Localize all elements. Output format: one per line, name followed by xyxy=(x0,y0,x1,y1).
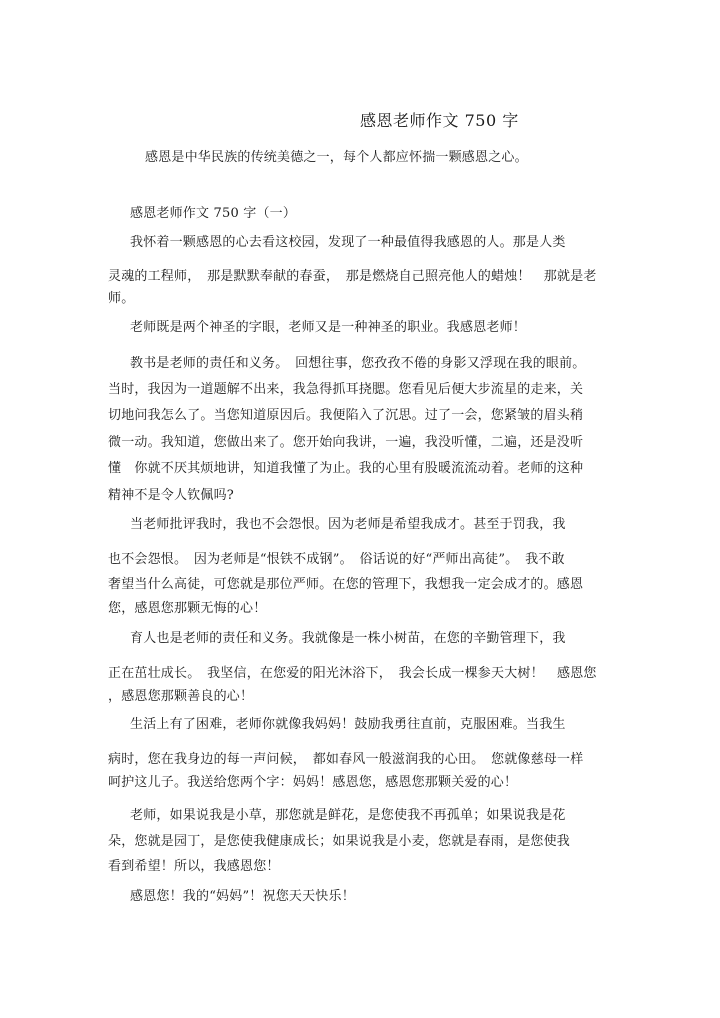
text-line: 微一动。我知道，您做出来了。您开始向我讲，一遍，我没听懂，二遍，还是没听 xyxy=(108,435,584,450)
text-line: 灵魂的工程师， 那是默默奉献的春蚕， 那是燃烧自己照亮他人的蜡烛！ 那就是老 xyxy=(108,269,597,284)
text-line: 老师，如果说我是小草，那您就是鲜花，是您使我不再孤单；如果说我是花 xyxy=(130,808,566,823)
text-line: 也不会怨恨。 因为老师是“恨铁不成钢”。 俗话说的好“严师出高徒”。 我不敢 xyxy=(108,552,565,567)
text-line: 看到希望！所以，我感恩您！ xyxy=(108,859,280,874)
text-line: 朵，您就是园丁，是您使我健康成长；如果说我是小麦，您就是春雨，是您使我 xyxy=(108,834,571,849)
text-line: 感恩您！我的“妈妈”！祝您天天快乐！ xyxy=(130,889,355,904)
text-line: ，感恩您那颗善良的心！ xyxy=(108,689,254,704)
text-line: 当老师批评我时，我也不会怨恨。因为老师是希望我成才。甚至于罚我，我 xyxy=(130,517,566,532)
text-line: 育人也是老师的责任和义务。我就像是一株小树苗，在您的辛勤管理下，我 xyxy=(130,631,566,646)
text-line: 师。 xyxy=(108,291,135,306)
page-title: 感恩老师作文 750 字 xyxy=(360,111,519,130)
text-line: 呵护这儿子。我送给您两个字：妈妈！感恩您，感恩您那颗关爱的心！ xyxy=(108,775,518,790)
text-line: 老师既是两个神圣的字眼，老师又是一种神圣的职业。我感恩老师！ xyxy=(130,320,527,335)
text-line: 当时，我因为一道题解不出来，我急得抓耳挠腮。您看见后便大步流星的走来，关 xyxy=(108,382,584,397)
text-line: 懂 你就不厌其烦地讲，知道我懂了为止。我的心里有股暖流流动着。老师的这种 xyxy=(108,461,584,476)
text-line: 切地问我怎么了。当您知道原因后。我便陷入了沉思。过了一会，您紧皱的眉头稍 xyxy=(108,408,584,423)
intro-line: 感恩是中华民族的传统美德之一，每个人都应怀揣一颗感恩之心。 xyxy=(145,150,528,165)
text-line: 您，感恩您那颗无悔的心！ xyxy=(108,601,267,616)
text-line: 病时，您在我身边的每一声问候， 都如春风一般滋润我的心田。 您就像慈母一样 xyxy=(108,752,584,767)
text-line: 生活上有了困难，老师你就像我妈妈！鼓励我勇往直前，克服困难。当我生 xyxy=(130,717,566,732)
text-line: 精神不是令人钦佩吗? xyxy=(108,488,234,503)
text-line: 奢望当什么高徒，可您就是那位严师。在您的管理下，我想我一定会成才的。感恩 xyxy=(108,577,584,592)
section-subtitle: 感恩老师作文 750 字（一） xyxy=(130,206,297,221)
text-line: 教书是老师的责任和义务。 回想往事，您孜孜不倦的身影又浮现在我的眼前。 xyxy=(130,356,586,371)
text-line: 正在茁壮成长。 我坚信，在您爱的阳光沐浴下， 我会长成一棵参天大树！ 感恩您 xyxy=(108,666,597,681)
text-line: 我怀着一颗感恩的心去看这校园，发现了一种最值得我感恩的人。那是人类 xyxy=(130,235,566,250)
